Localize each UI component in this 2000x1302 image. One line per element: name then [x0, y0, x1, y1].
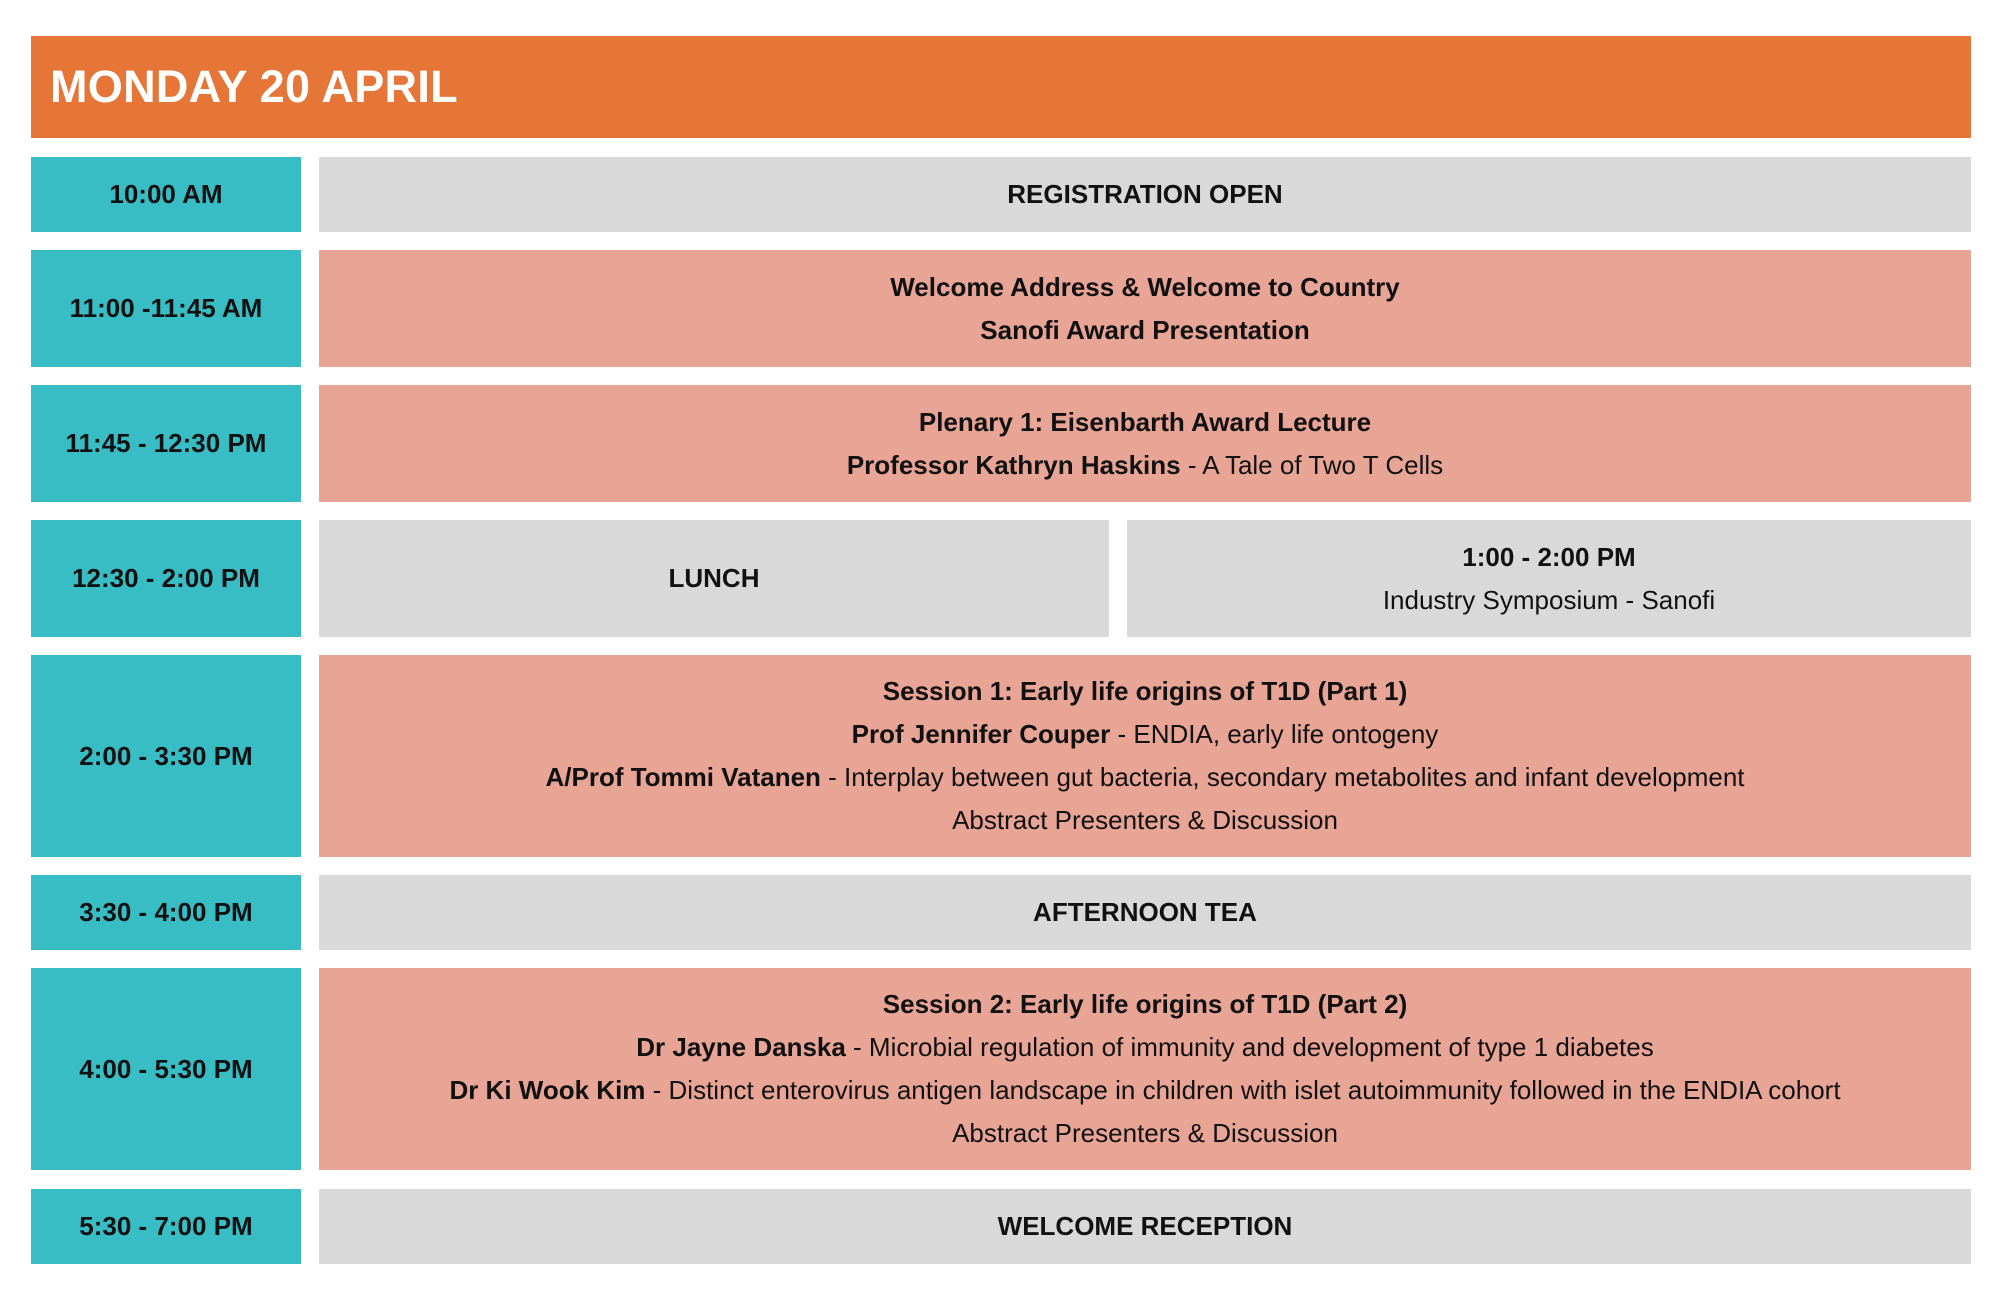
time-slot: 11:45 - 12:30 PM — [31, 385, 301, 502]
time-slot: 5:30 - 7:00 PM — [31, 1189, 301, 1264]
time-slot: 3:30 - 4:00 PM — [31, 875, 301, 950]
event-welcome — [319, 250, 1971, 367]
time-slot: 11:00 -11:45 AM — [31, 250, 301, 367]
symposium-label: Industry Symposium - Sanofi — [1382, 584, 1716, 615]
speaker-name: Professor Kathryn Haskins — [846, 449, 1181, 480]
session-title: Session 1: Early life origins of T1D (Part 1) — [882, 676, 1408, 706]
event-afternoon-tea — [319, 875, 1971, 950]
event-line: Welcome Address & Welcome to Country — [890, 271, 1400, 302]
time-slot: 12:30 - 2:00 PM — [31, 520, 301, 637]
speaker-name: Dr Ki Wook Kim — [449, 1075, 646, 1105]
session-footer: Abstract Presenters & Discussion — [952, 805, 1338, 835]
speaker-name: Dr Jayne Danska — [636, 1032, 846, 1062]
speaker-line — [449, 1069, 1840, 1112]
event-symposium — [1127, 520, 1971, 637]
speaker-line — [852, 713, 1439, 756]
speaker-line — [847, 444, 1443, 487]
speaker-name: A/Prof Tommi Vatanen — [545, 762, 821, 792]
event-session-2 — [319, 968, 1971, 1170]
event-label: REGISTRATION OPEN — [1007, 179, 1283, 209]
event-label: LUNCH — [668, 563, 760, 593]
session-title: Plenary 1: Eisenbarth Award Lecture — [918, 406, 1372, 437]
speaker-line — [545, 756, 1744, 799]
symposium-time: 1:00 - 2:00 PM — [1462, 541, 1636, 572]
speaker-name: Prof Jennifer Couper — [851, 719, 1111, 749]
session-footer: Abstract Presenters & Discussion — [952, 1118, 1338, 1148]
event-welcome-reception — [319, 1189, 1971, 1264]
event-session-1 — [319, 655, 1971, 857]
talk-title: - ENDIA, early life ontogeny — [1110, 719, 1439, 749]
talk-title: - Interplay between gut bacteria, secondary metabolites and infant development — [820, 762, 1745, 792]
time-slot: 4:00 - 5:30 PM — [31, 968, 301, 1170]
event-lunch — [319, 520, 1109, 637]
event-plenary — [319, 385, 1971, 502]
session-title: Session 2: Early life origins of T1D (Part 2) — [882, 989, 1408, 1019]
event-registration — [319, 157, 1971, 232]
talk-title: - Microbial regulation of immunity and development of type 1 diabetes — [845, 1032, 1654, 1062]
talk-title: - A Tale of Two T Cells — [1180, 449, 1444, 480]
talk-title: - Distinct enterovirus antigen landscape in children with islet autoimmunity followed in the ENDIA cohort — [645, 1075, 1841, 1105]
day-header — [31, 36, 1971, 138]
event-line: Sanofi Award Presentation — [980, 314, 1310, 345]
day-title: MONDAY 20 APRIL — [50, 61, 458, 112]
event-label: AFTERNOON TEA — [1033, 897, 1257, 927]
event-label: WELCOME RECEPTION — [997, 1211, 1293, 1241]
speaker-line — [636, 1026, 1653, 1069]
time-slot: 10:00 AM — [31, 157, 301, 232]
time-slot: 2:00 - 3:30 PM — [31, 655, 301, 857]
